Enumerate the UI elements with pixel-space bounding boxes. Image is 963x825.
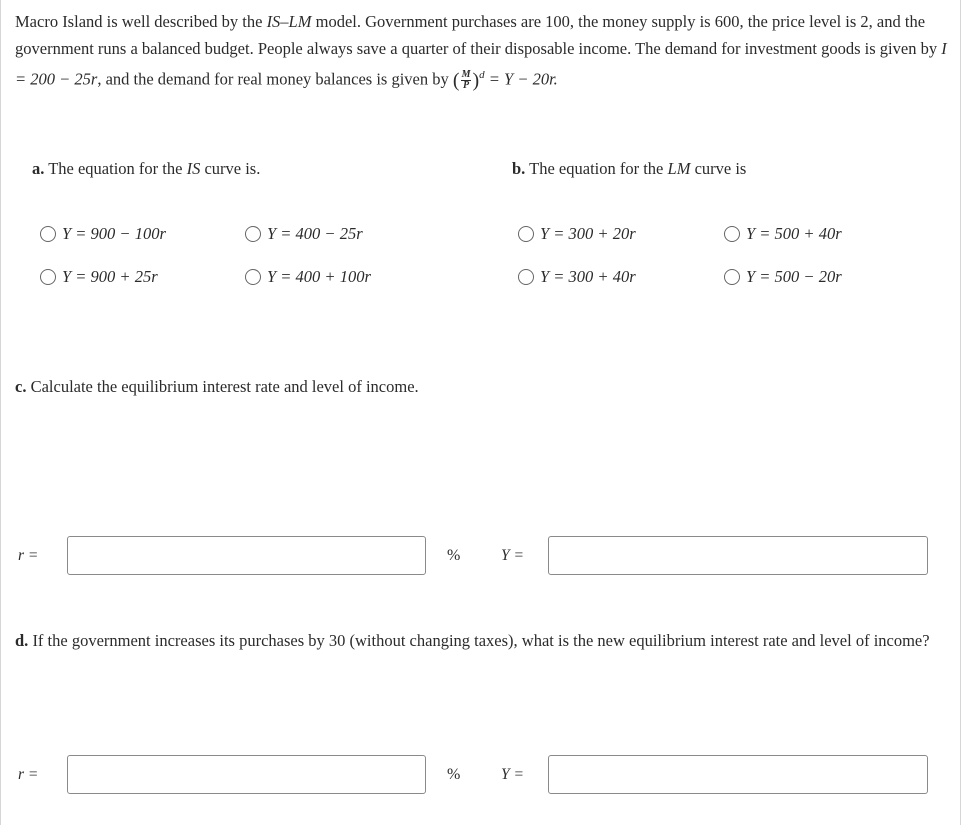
lm-option-3[interactable]: Y = 300 + 40r — [518, 267, 636, 287]
income-input-d[interactable] — [548, 755, 928, 794]
y-label-d: Y = — [501, 766, 524, 783]
y-label-c: Y = — [501, 547, 524, 564]
radio-circle-icon[interactable] — [245, 226, 261, 242]
radio-circle-icon[interactable] — [245, 269, 261, 285]
r-label-d: r = — [18, 766, 39, 783]
lm-option-2[interactable]: Y = 500 + 40r — [724, 224, 842, 244]
interest-rate-input-d[interactable] — [67, 755, 426, 794]
radio-circle-icon[interactable] — [724, 226, 740, 242]
lm-option-4[interactable]: Y = 500 − 20r — [724, 267, 842, 287]
is-option-1[interactable]: Y = 900 − 100r — [40, 224, 166, 244]
is-option-3[interactable]: Y = 900 + 25r — [40, 267, 158, 287]
question-b: b. The equation for the LM curve is — [512, 159, 747, 178]
radio-circle-icon[interactable] — [518, 269, 534, 285]
percent-unit-c: % — [447, 547, 461, 564]
intro-text: Macro Island is well described by the IS–LM model. Government purchases are 100, the money supply is 600, the price level is 2, and the government runs a balanced budget. People always save a quarter of their disposable income. The demand for investment goods is given by I = 200 − 25r, and the demand for real money balances is given by ( $\frac{M}{P}$ )$^d$ = Y − 20r. — [15, 12, 947, 92]
question-a: a. The equation for the IS curve is. — [32, 159, 261, 178]
radio-circle-icon[interactable] — [724, 269, 740, 285]
lm-option-1[interactable]: Y = 300 + 20r — [518, 224, 636, 244]
radio-circle-icon[interactable] — [40, 269, 56, 285]
income-input-c[interactable] — [548, 536, 928, 575]
percent-unit-d: % — [447, 766, 461, 783]
radio-circle-icon[interactable] — [518, 226, 534, 242]
r-label-c: r = — [18, 547, 39, 564]
interest-rate-input-c[interactable] — [67, 536, 426, 575]
question-c: c. Calculate the equilibrium interest rate and level of income. — [15, 377, 419, 396]
is-option-2[interactable]: Y = 400 − 25r — [245, 224, 363, 244]
question-d: d. If the government increases its purchases by 30 (without changing taxes), what is the new equilibrium interest rate and level of income? — [15, 631, 930, 650]
is-option-4[interactable]: Y = 400 + 100r — [245, 267, 371, 287]
radio-circle-icon[interactable] — [40, 226, 56, 242]
money-fraction: $\frac{M}{P}$ — [461, 69, 471, 92]
